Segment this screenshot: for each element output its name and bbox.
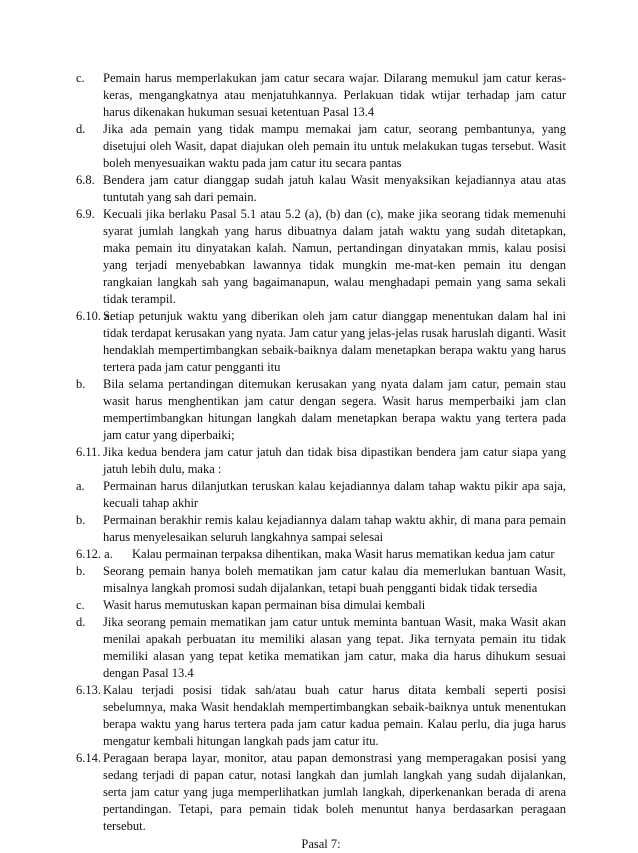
- item-label: b.: [76, 564, 86, 578]
- list-item: [76, 172, 566, 206]
- item-text: Jika seorang pemain mematikan jam catur untuk meminta bantuan Wasit, maka Wasit akan menilai apakah perbuatan itu memiliki alasan yang tepat. Jika ternyata pemain itu tidak memiliki alasan yang tepat ketika mematikan jam catur, maka dia harus dihukum sesuai dengan Pasal 13.4: [103, 615, 566, 680]
- item-label: b.: [76, 513, 86, 527]
- item-text: Jika kedua bendera jam catur jatuh dan tidak bisa dipastikan bendera jam catur siapa yang jatuh lebih dulu, maka :: [103, 445, 566, 476]
- list-item: [76, 563, 566, 597]
- item-label: c.: [76, 598, 85, 612]
- item-text: Pemain harus memperlakukan jam catur secara wajar. Dilarang memukul jam catur keras-keras, mengangkatnya atau menjatuhkannya. Perlakuan tidak wtijar terhadap jam catur harus dikenakan hukuman sesuai ketentuan Pasal 13.4: [103, 71, 566, 119]
- item-text: Permainan harus dilanjutkan teruskan kalau kejadiannya dalam tahap waktu pikir apa saja, kecuali tahap akhir: [103, 479, 566, 510]
- item-label: d.: [76, 615, 86, 629]
- list-item: [76, 478, 566, 512]
- item-label: 6.13.: [76, 683, 101, 697]
- page-footer-heading: Pasal 7:: [301, 837, 341, 851]
- list-item: [76, 121, 566, 172]
- item-text: Kecuali jika berlaku Pasal 5.1 atau 5.2 (a), (b) dan (c), make jika seorang tidak memenuhi syarat jumlah langkah yang harus dibuatnya dalam jatah waktu yang sudah ditetapkan, maka pemain itu dinyatakan kalah. Namun, pertandingan dinyatakan mmis, kalau posisi yang terjadi menyebabkan lawannya tidak mungkin me-mat-ken pemain itu dengan rangkaian langkah sah yang bagaimanapun, walau menghadapi pemain yang sama sekali tidak terampil.: [103, 207, 566, 306]
- item-text: Wasit harus memutuskan kapan permainan bisa dimulai kembali: [103, 598, 426, 612]
- list-item: [76, 444, 566, 478]
- item-text: Permainan berakhir remis kalau kejadiannya dalam tahap waktu akhir, di mana para pemain harus menyelesaikan seluruh langkahnya sampai selesai: [103, 513, 566, 544]
- list-item: [76, 597, 566, 614]
- item-label: 6.8.: [76, 173, 95, 187]
- item-label: 6.10. a.: [76, 309, 113, 323]
- item-label: 6.14.: [76, 751, 101, 765]
- list-item: [76, 512, 566, 546]
- item-text: Kalau permainan terpaksa dihentikan, maka Wasit harus mematikan kedua jam catur: [132, 547, 555, 561]
- list-item: [76, 206, 566, 308]
- item-text: Kalau terjadi posisi tidak sah/atau buah catur harus ditata kembali seperti posisi sebelumnya, maka Wasit hendaklah mempertimbangkan sebaik-baiknya untuk menentukan berapa waktu yang harus tertera pada jam catur kadua pemain. Kalau perlu, dia juga harus mengatur kembali hitungan langkah pads jam catur itu.: [103, 683, 566, 748]
- list-item: [76, 614, 566, 682]
- item-text: Peragaan berapa layar, monitor, atau papan demonstrasi yang memperagakan posisi yang sedang terjadi di papan catur, notasi langkah dan jumlah langkah yang sudah dijalankan, serta jam catur yang juga memperlihatkan jumlah langkah, diperkenankan berada di arena pertandingan. Tetapi, para pemain tidak boleh menuntut hanya berdasarkan peragaan tersebut.: [103, 751, 566, 833]
- item-label: d.: [76, 122, 86, 136]
- item-label: b.: [76, 377, 86, 391]
- list-item: [76, 682, 566, 750]
- item-label: a.: [76, 479, 85, 493]
- list-item: [76, 750, 566, 835]
- list-item: [76, 546, 566, 563]
- item-label: 6.12. a.: [76, 547, 113, 561]
- item-text: Setiap petunjuk waktu yang diberikan oleh jam catur dianggap menentukan dalam hal ini tidak terdapat kerusakan yang nyata. Jam catur yang jelas-jelas rusak haruslah diganti. Wasit hendaklah mempertimbangkan sebaik-baiknya dalam menetapkan berapa waktu yang harus tertera pada jam catur pengganti itu: [103, 309, 566, 374]
- list-item: [76, 376, 566, 444]
- item-label: c.: [76, 71, 85, 85]
- list-item: [76, 308, 566, 376]
- item-text: Bila selama pertandingan ditemukan kerusakan yang nyata dalam jam catur, pemain stau wasit harus menghentikan jam catur dengan segera. Wasit harus memperbaiki jam clan mempertimbangkan hitungan langkah dalam menetapkan berapa waktu yang tertera pada jam catur yang diperbaiki;: [103, 377, 566, 442]
- item-text: Bendera jam catur dianggap sudah jatuh kalau Wasit menyaksikan kejadiannya atau atas tuntutah yang sah dari pemain.: [103, 173, 566, 204]
- item-text: Jika ada pemain yang tidak mampu memakai jam catur, seorang pembantunya, yang disetujui oleh Wasit, dapat diajukan oleh pemain itu untuk melakukan tugas tersebut. Wasit boleh menyesuaikan waktu pada jam catur itu secara pantas: [103, 122, 566, 170]
- item-label: 6.9.: [76, 207, 95, 221]
- item-label: 6.11.: [76, 445, 101, 459]
- list-item: [76, 70, 566, 121]
- item-text: Seorang pemain hanya boleh mematikan jam catur kalau dia memerlukan bantuan Wasit, misalnya langkah promosi sudah dijalankan, tetapi buah pengganti bidak tidak tersedia: [103, 564, 566, 595]
